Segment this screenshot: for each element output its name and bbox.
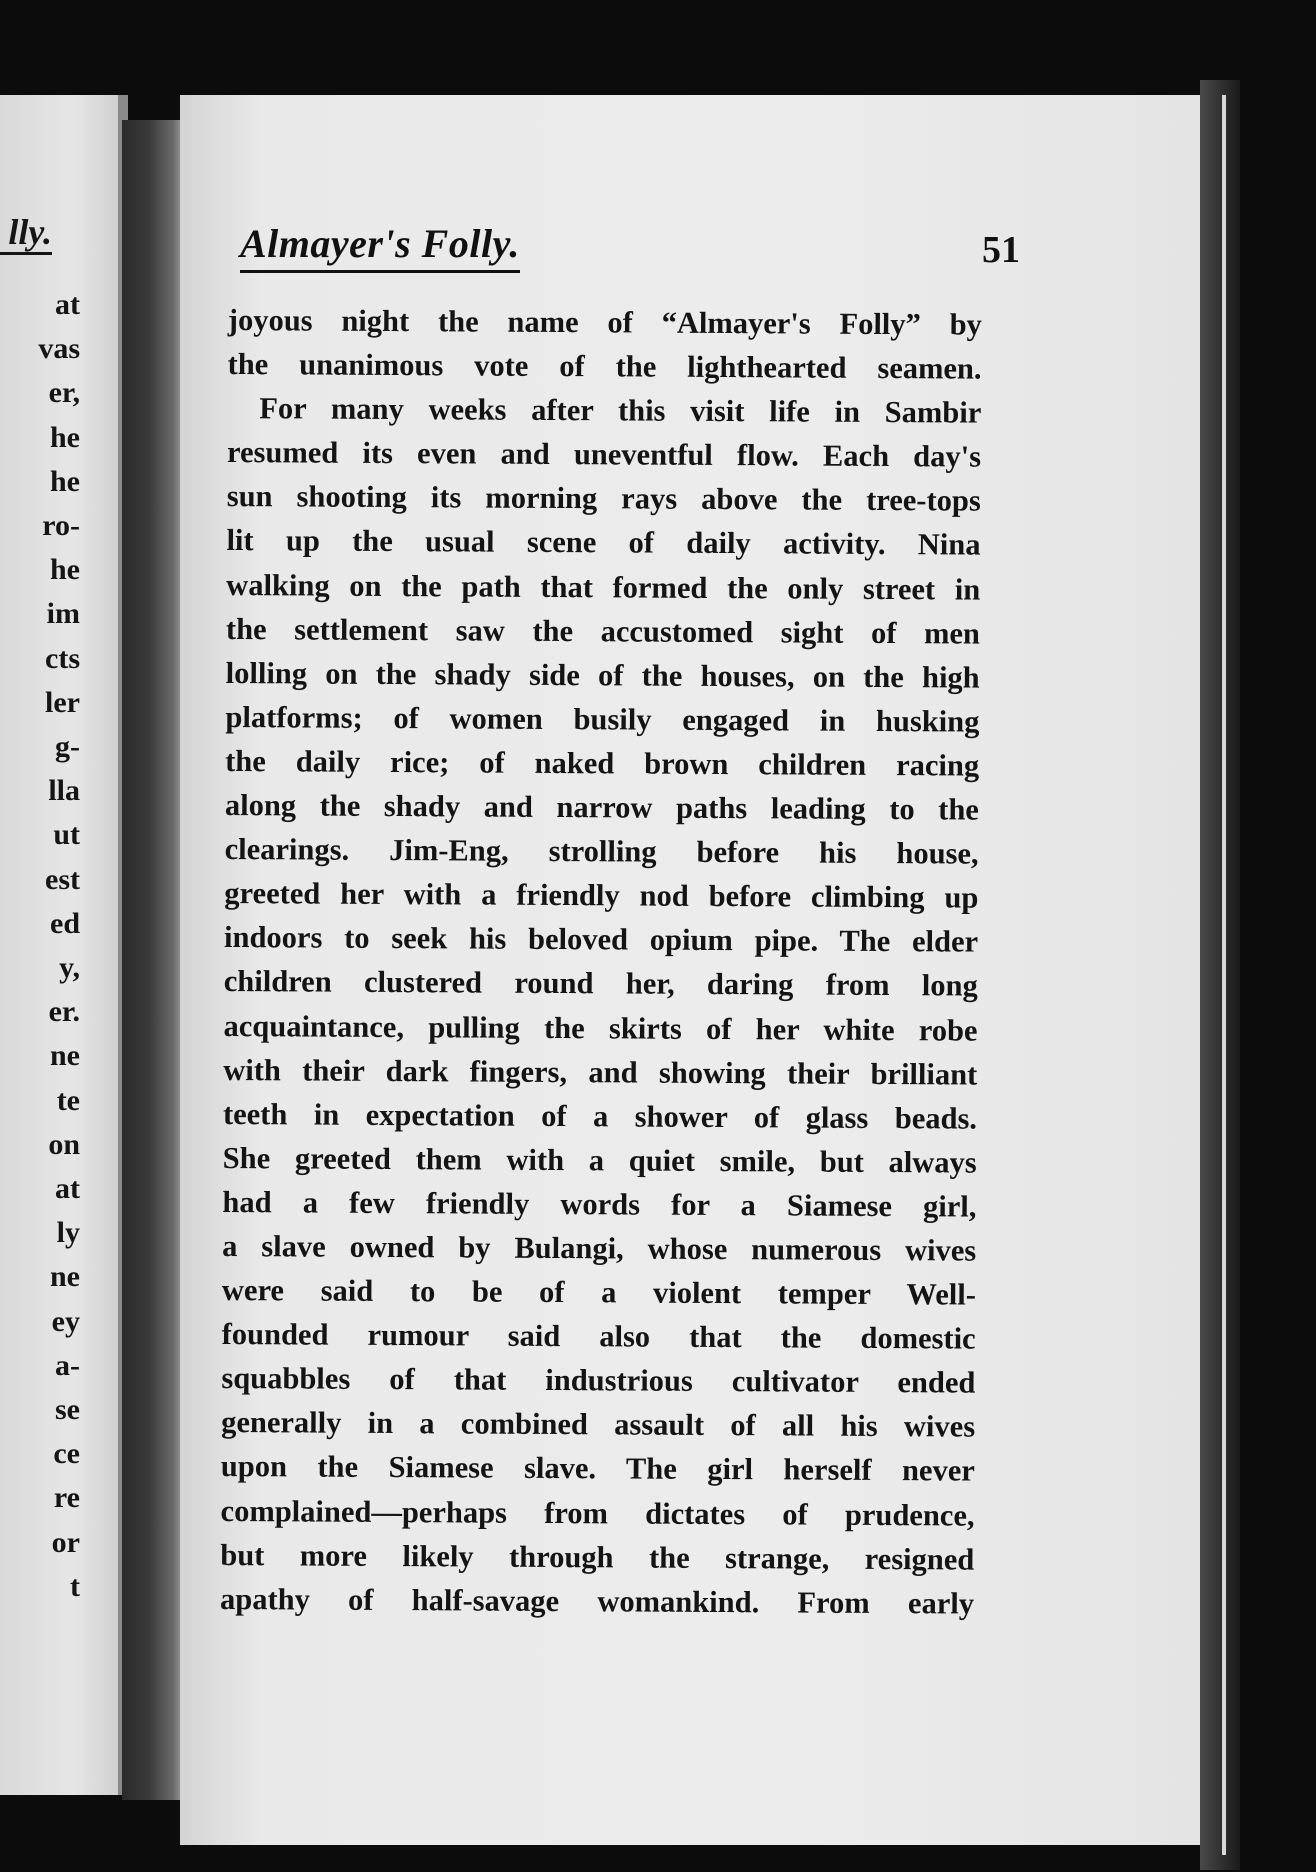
- previous-page-line-ending: est: [45, 862, 80, 896]
- body-text: [220, 298, 982, 1625]
- previous-page-line-ending: ce: [53, 1437, 80, 1471]
- page-header: [240, 220, 1020, 280]
- text-line: with their dark fingers, and showing their brilliant: [223, 1052, 978, 1092]
- text-line: a slave owned by Bulangi, whose numerous wives: [222, 1228, 977, 1268]
- text-line: sun shooting its morning rays above the tree-tops: [226, 479, 981, 518]
- text-line: had a few friendly words for a Siamese girl,: [222, 1184, 977, 1224]
- text-line: platforms; of women busily engaged in husking: [225, 699, 980, 739]
- previous-page-line-ending: he: [50, 553, 80, 587]
- previous-page-line-ending: lla: [48, 774, 80, 808]
- previous-page-line-ending: se: [55, 1393, 80, 1426]
- previous-page-line-ending: te: [56, 1083, 80, 1117]
- text-line: squabbles of that industrious cultivator ended: [221, 1361, 976, 1400]
- text-line: lolling on the shady side of the houses, on the high: [225, 655, 980, 695]
- text-line: resumed its even and uneventful flow. Each day's: [226, 435, 982, 474]
- previous-page-line-ending: ed: [50, 906, 80, 940]
- text-line: For many weeks after this visit life in Sambir: [259, 391, 982, 430]
- text-line: complained—perhaps from dictates of prudence,: [220, 1493, 975, 1533]
- text-line: children clustered round her, daring from long: [223, 964, 978, 1003]
- previous-page-line-ending: t: [70, 1569, 80, 1603]
- previous-page-line-ending: im: [46, 597, 80, 631]
- page-edge-rim: [1222, 95, 1226, 1855]
- text-line: joyous night the name of “Almayer's Folly” by: [227, 302, 982, 342]
- previous-page-line-ending: at: [55, 1172, 80, 1205]
- page-number: 51: [982, 229, 1020, 271]
- text-line: walking on the path that formed the only street in: [226, 567, 981, 607]
- text-line: the settlement saw the accustomed sight of men: [225, 611, 981, 651]
- previous-page-running-head: lly.: [0, 212, 52, 255]
- previous-page-line-ending: he: [50, 420, 80, 454]
- previous-page-line-ending: cts: [45, 641, 80, 675]
- text-line: upon the Siamese slave. The girl herself never: [220, 1449, 975, 1489]
- previous-page-line-ending: er.: [48, 995, 80, 1029]
- text-line: the unanimous vote of the lighthearted seamen.: [227, 347, 982, 386]
- text-line: acquaintance, pulling the skirts of her white robe: [223, 1008, 978, 1048]
- previous-page-line-ending: on: [48, 1127, 80, 1161]
- previous-page-line-ending: ne: [50, 1039, 80, 1073]
- previous-page-line-ending: ro-: [42, 509, 80, 542]
- previous-page-line-ending: or: [51, 1525, 80, 1559]
- previous-page-line-ending: at: [55, 288, 80, 321]
- previous-page-line-ending: vas: [38, 332, 80, 366]
- previous-page-line-ending: ly: [56, 1216, 80, 1250]
- text-line: the daily rice; of naked brown children racing: [225, 743, 980, 783]
- text-line: generally in a combined assault of all his wives: [221, 1405, 976, 1444]
- text-line: indoors to seek his beloved opium pipe. The elder: [223, 920, 979, 959]
- text-line: founded rumour said also that the domestic: [221, 1317, 976, 1356]
- previous-page-line-ending: ne: [50, 1260, 80, 1294]
- text-line: greeted her with a friendly nod before climbing up: [224, 876, 979, 915]
- previous-page-line-ending: a-: [55, 1348, 80, 1382]
- previous-page-line-ending: ut: [53, 818, 80, 852]
- previous-page-line-ending: ey: [51, 1304, 80, 1338]
- previous-page-line-ending: re: [53, 1481, 80, 1515]
- text-line: She greeted them with a quiet smile, but always: [222, 1140, 977, 1180]
- text-line: clearings. Jim-Eng, strolling before his house,: [224, 832, 979, 871]
- text-line: along the shady and narrow paths leading to the: [224, 788, 979, 827]
- previous-page-line-ending: g-: [55, 730, 80, 763]
- previous-page-line-ending: y,: [59, 951, 80, 984]
- text-line: apathy of half-savage womankind. From early: [219, 1581, 975, 1621]
- previous-page-line-ending: he: [50, 464, 80, 498]
- text-line: were said to be of a violent temper Well-: [221, 1273, 977, 1312]
- previous-page-line-ending: ler: [45, 685, 80, 719]
- text-line: lit up the usual scene of daily activity. Nina: [226, 523, 981, 563]
- previous-page-line-ending: er,: [48, 376, 80, 410]
- running-title: Almayer's Folly.: [240, 220, 520, 273]
- page-edge-shadow: [1200, 80, 1240, 1870]
- text-line: but more likely through the strange, resigned: [220, 1537, 975, 1577]
- text-line: teeth in expectation of a shower of glass beads.: [222, 1096, 978, 1136]
